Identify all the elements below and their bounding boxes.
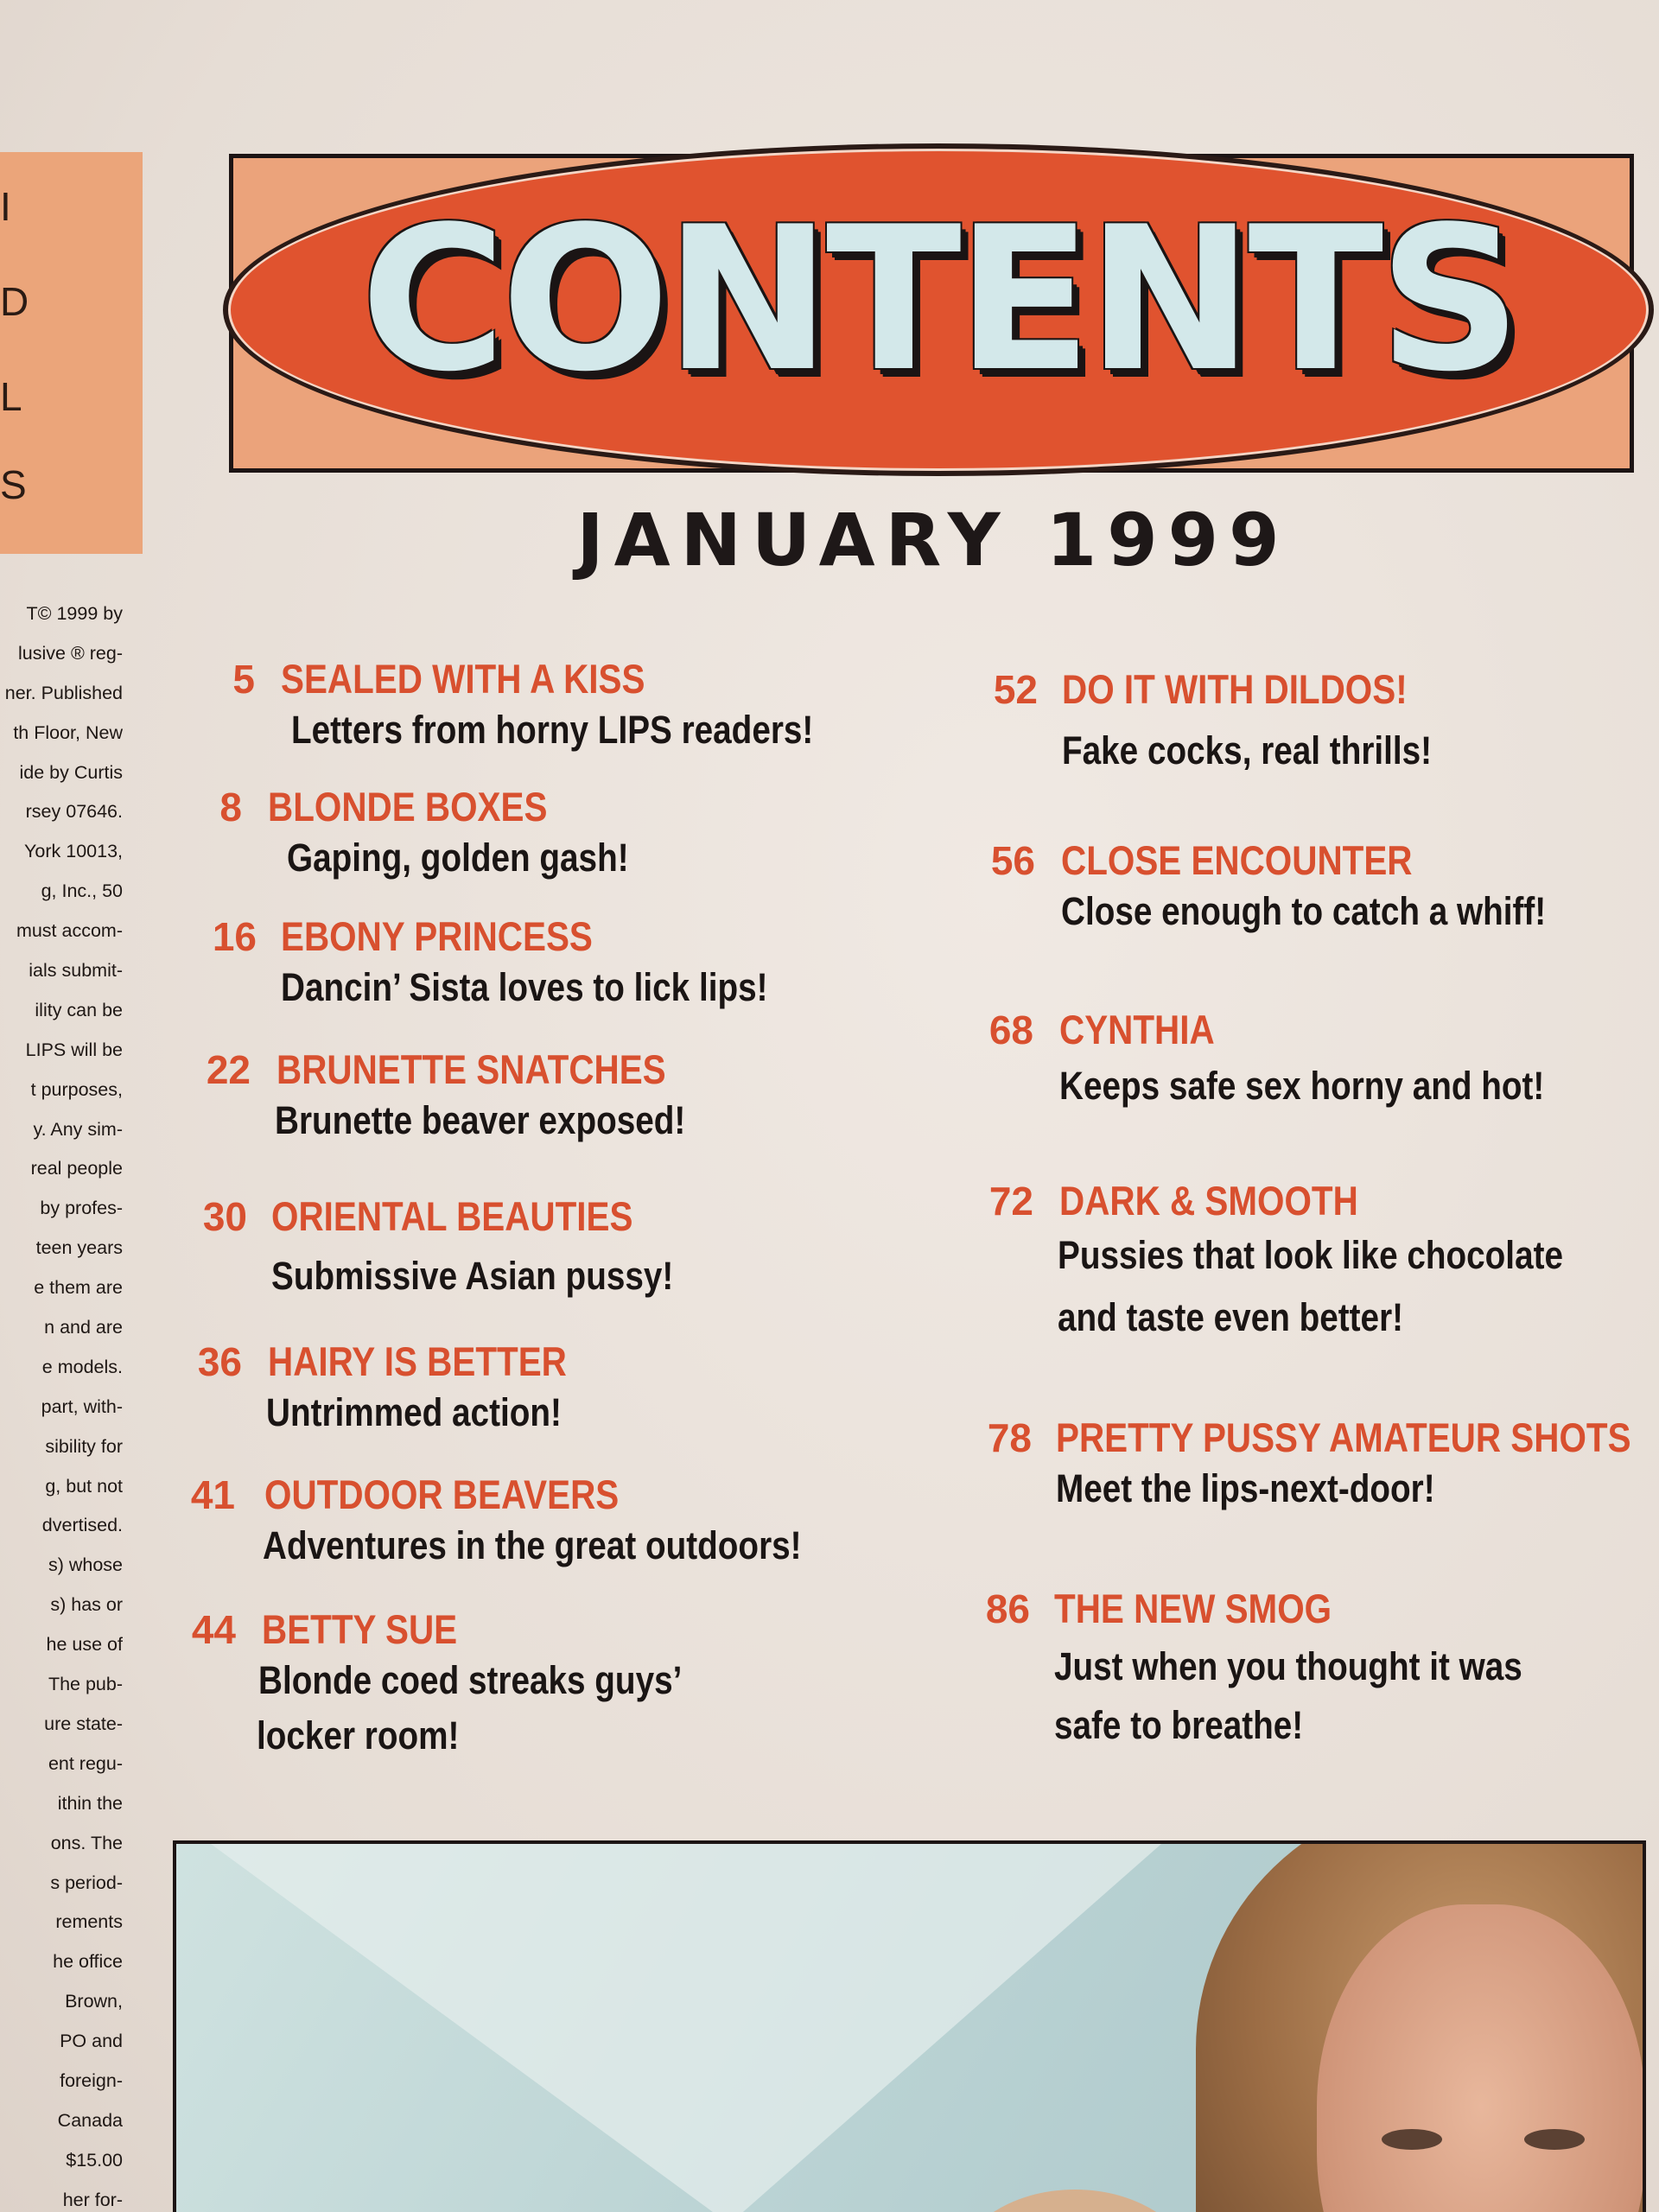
- cover-photo: [173, 1840, 1646, 2212]
- entry-description: Close enough to catch a whiff!: [1061, 889, 1547, 933]
- credit-line: real people: [30, 1158, 123, 1179]
- credit-line: s) has or: [50, 1594, 123, 1616]
- entry-title: ORIENTAL BEAUTIES: [271, 1193, 633, 1239]
- gutter-tab-letter: D: [0, 279, 29, 324]
- publisher-credits: [0, 594, 123, 2212]
- page-number: 52: [993, 667, 1038, 712]
- page-number: 30: [202, 1194, 247, 1239]
- issue-date: JANUARY 1999: [576, 498, 1290, 582]
- credit-line: e them are: [34, 1277, 123, 1299]
- toc-entry[interactable]: [985, 1006, 1624, 1114]
- credit-line: York 10013,: [24, 841, 123, 862]
- entry-title: CLOSE ENCOUNTER: [1061, 837, 1413, 883]
- photo-umbrella: [211, 1844, 1161, 2212]
- page-number: 36: [197, 1339, 242, 1384]
- gutter-tab-letter: L: [0, 374, 22, 419]
- entry-description: Letters from horny LIPS readers!: [291, 708, 814, 752]
- credit-line: n and are: [44, 1317, 123, 1338]
- toc-entry[interactable]: [980, 1585, 1599, 1753]
- toc-entry[interactable]: [982, 1414, 1659, 1516]
- credit-line: rements: [55, 1911, 123, 1933]
- credit-line: ent regu-: [48, 1752, 123, 1774]
- entry-description: Brunette beaver exposed!: [275, 1098, 686, 1142]
- toc-entry[interactable]: [199, 1192, 739, 1304]
- credit-line: ons. The: [50, 1832, 123, 1853]
- entry-title: BLONDE BOXES: [268, 784, 548, 830]
- entry-description: Submissive Asian pussy!: [271, 1254, 674, 1298]
- toc-entry[interactable]: [188, 1471, 889, 1573]
- entry-title: OUTDOOR BEAVERS: [264, 1471, 620, 1517]
- credit-line: ials submit-: [29, 960, 123, 982]
- entry-description: Untrimmed action!: [266, 1390, 562, 1434]
- toc-entry[interactable]: [192, 783, 684, 886]
- credit-line: rsey 07646.: [25, 801, 123, 823]
- contents-title: CONTENTS: [360, 185, 1516, 416]
- entry-title: BRUNETTE SNATCHES: [276, 1046, 666, 1092]
- credit-line: ide by Curtis: [19, 761, 123, 783]
- entry-description: Just when you thought it was: [1054, 1644, 1522, 1688]
- credit-line: Brown,: [65, 1991, 123, 2012]
- entry-title: EBONY PRINCESS: [281, 913, 593, 959]
- entry-description: Fake cocks, real thrills!: [1062, 728, 1433, 772]
- page-number: 68: [988, 1007, 1033, 1052]
- credit-line: part, with-: [41, 1395, 123, 1417]
- credit-line: ner. Published: [4, 682, 123, 703]
- credit-line: dvertised.: [41, 1515, 123, 1536]
- credit-line: foreign-: [60, 2069, 123, 2091]
- entry-description: Pussies that look like chocolate: [1058, 1233, 1564, 1277]
- photo-model-eye: [1524, 2129, 1585, 2150]
- entry-title: DARK & SMOOTH: [1059, 1178, 1358, 1224]
- page-number: 78: [987, 1415, 1032, 1460]
- credit-line: e models.: [41, 1356, 123, 1377]
- entry-title: CYNTHIA: [1059, 1007, 1215, 1052]
- toc-entry[interactable]: [212, 912, 847, 1015]
- credit-line: y. Any sim-: [33, 1118, 123, 1140]
- entry-title: SEALED WITH A KISS: [281, 656, 645, 702]
- credit-line: teen years: [35, 1237, 123, 1259]
- credit-line: t purposes,: [30, 1078, 123, 1100]
- credit-line: s period-: [50, 1872, 123, 1893]
- credit-line: PO and: [60, 2031, 123, 2052]
- credit-line: he office: [53, 1951, 123, 1973]
- page-number: 86: [985, 1586, 1030, 1631]
- toc-entry[interactable]: [987, 836, 1625, 939]
- gutter-tab-letter: I: [0, 184, 11, 229]
- toc-entry[interactable]: [206, 1046, 753, 1148]
- entry-description: Meet the lips-next-door!: [1056, 1466, 1435, 1510]
- credit-line: lusive ® reg-: [18, 642, 123, 664]
- gutter-orange-tab: [0, 152, 143, 554]
- entry-title: PRETTY PUSSY AMATEUR SHOTS: [1056, 1414, 1631, 1460]
- credit-line: th Floor, New: [13, 721, 123, 743]
- page-number: 5: [232, 657, 255, 702]
- entry-description: Adventures in the great outdoors!: [263, 1523, 802, 1567]
- credit-line: by profes-: [40, 1198, 123, 1219]
- credit-line: LIPS will be: [25, 1039, 123, 1060]
- page-number: 8: [219, 785, 242, 830]
- entry-title: BETTY SUE: [262, 1606, 458, 1652]
- credit-line: T© 1999 by: [26, 603, 123, 624]
- entry-description: safe to breathe!: [1054, 1703, 1304, 1747]
- toc-entry[interactable]: [989, 665, 1492, 779]
- credit-line: s) whose: [48, 1554, 123, 1576]
- entry-title: DO IT WITH DILDOS!: [1062, 666, 1408, 712]
- credit-line: $15.00: [66, 2149, 123, 2171]
- credit-line: sibility for: [45, 1435, 123, 1457]
- credit-line: The pub-: [48, 1674, 123, 1695]
- entry-description: Keeps safe sex horny and hot!: [1059, 1064, 1545, 1108]
- toc-entry[interactable]: [985, 1177, 1645, 1345]
- credit-line: ility can be: [35, 999, 123, 1020]
- gutter-tab-letter: S: [0, 462, 27, 507]
- page-number: 22: [206, 1047, 251, 1092]
- credit-line: g, Inc., 50: [41, 880, 123, 902]
- entry-description: locker room!: [257, 1713, 460, 1758]
- credit-line: her for-: [62, 2189, 123, 2210]
- credit-line: ure state-: [44, 1713, 123, 1734]
- entry-title: THE NEW SMOG: [1054, 1586, 1332, 1631]
- credit-line: he use of: [46, 1634, 123, 1656]
- entry-description: Blonde coed streaks guys’: [258, 1658, 683, 1702]
- credit-line: Canada: [57, 2109, 123, 2131]
- page-number: 72: [988, 1179, 1033, 1224]
- page-number: 41: [190, 1472, 235, 1517]
- toc-entry[interactable]: [220, 655, 899, 758]
- credit-line: must accom-: [16, 920, 123, 942]
- toc-entry[interactable]: [194, 1338, 615, 1440]
- page-number: 16: [212, 914, 257, 959]
- credit-line: ithin the: [57, 1792, 123, 1814]
- entry-description: Gaping, golden gash!: [287, 836, 629, 880]
- entry-description: Dancin’ Sista loves to lick lips!: [281, 965, 768, 1009]
- entry-title: HAIRY IS BETTER: [268, 1338, 567, 1384]
- page-number: 56: [990, 838, 1035, 883]
- credit-line: g, but not: [45, 1475, 123, 1497]
- page-number: 44: [191, 1607, 236, 1652]
- photo-model-eye: [1382, 2129, 1442, 2150]
- toc-entry[interactable]: [186, 1605, 751, 1764]
- entry-description: and taste even better!: [1058, 1295, 1404, 1339]
